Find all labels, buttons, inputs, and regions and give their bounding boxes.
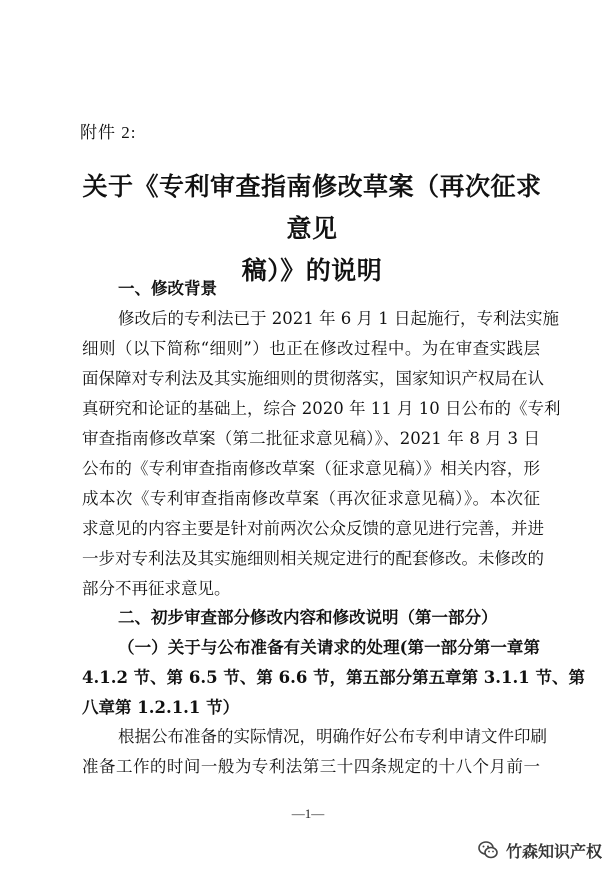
paragraph-line: 部分不再征求意见。 [82,579,231,598]
paragraph-line: 求意见的内容主要是针对前两次公众反馈的意见进行完善，并进 [82,519,544,538]
subsection-heading-line: 4.1.2 节、第 6.5 节、第 6.6 节，第五部分第五章第 3.1.1 节、第 [82,668,585,687]
watermark-text: 竹森知识产权 [505,841,602,861]
section-heading-preliminary-examination: 二、初步审查部分修改内容和修改说明（第一部分） [118,608,498,627]
paragraph-line: 细则（以下简称“细则”）也正在修改过程中。为在审查实践层 [82,339,540,358]
paragraph-line: 一步对专利法及其实施细则相关规定进行的配套修改。未修改的 [82,549,544,568]
subsection-heading-line: 八章第 1.2.1.1 节） [82,698,240,717]
document-title [72,166,552,292]
paragraph-line: 根据公布准备的实际情况，明确作好公布专利申请文件印刷 [118,727,547,746]
title-line-2: 稿）》的说明 [241,256,383,285]
paragraph-line: 修改后的专利法已于 2021 年 6 月 1 日起施行，专利法实施 [118,309,559,328]
paragraph-line: 公布的《专利审查指南修改草案（征求意见稿）》相关内容，形 [82,459,540,478]
paragraph-line: 审查指南修改草案（第二批征求意见稿）》、2021 年 8 月 3 日 [82,429,540,448]
title-line-1: 关于《专利审查指南修改草案（再次征求意见 [82,172,542,243]
paragraph-line: 真研究和论证的基础上，综合 2020 年 11 月 10 日公布的《专利 [82,399,561,418]
section-heading-background: 一、修改背景 [118,279,217,298]
subsection-heading-line: （一）关于与公布准备有关请求的处理(第一部分第一章第 [118,638,540,657]
wechat-icon [476,838,500,862]
paragraph-line: 面保障对专利法及其实施细则的贯彻落实，国家知识产权局在认 [82,369,544,388]
attachment-label: 附件 2: [80,123,137,142]
watermark [476,836,602,864]
page-number: —1— [291,806,325,821]
paragraph-line: 准备工作的时间一般为专利法第三十四条规定的十八个月前一 [82,757,540,776]
paragraph-line: 成本次《专利审查指南修改草案（再次征求意见稿）》。本次征 [82,489,540,508]
